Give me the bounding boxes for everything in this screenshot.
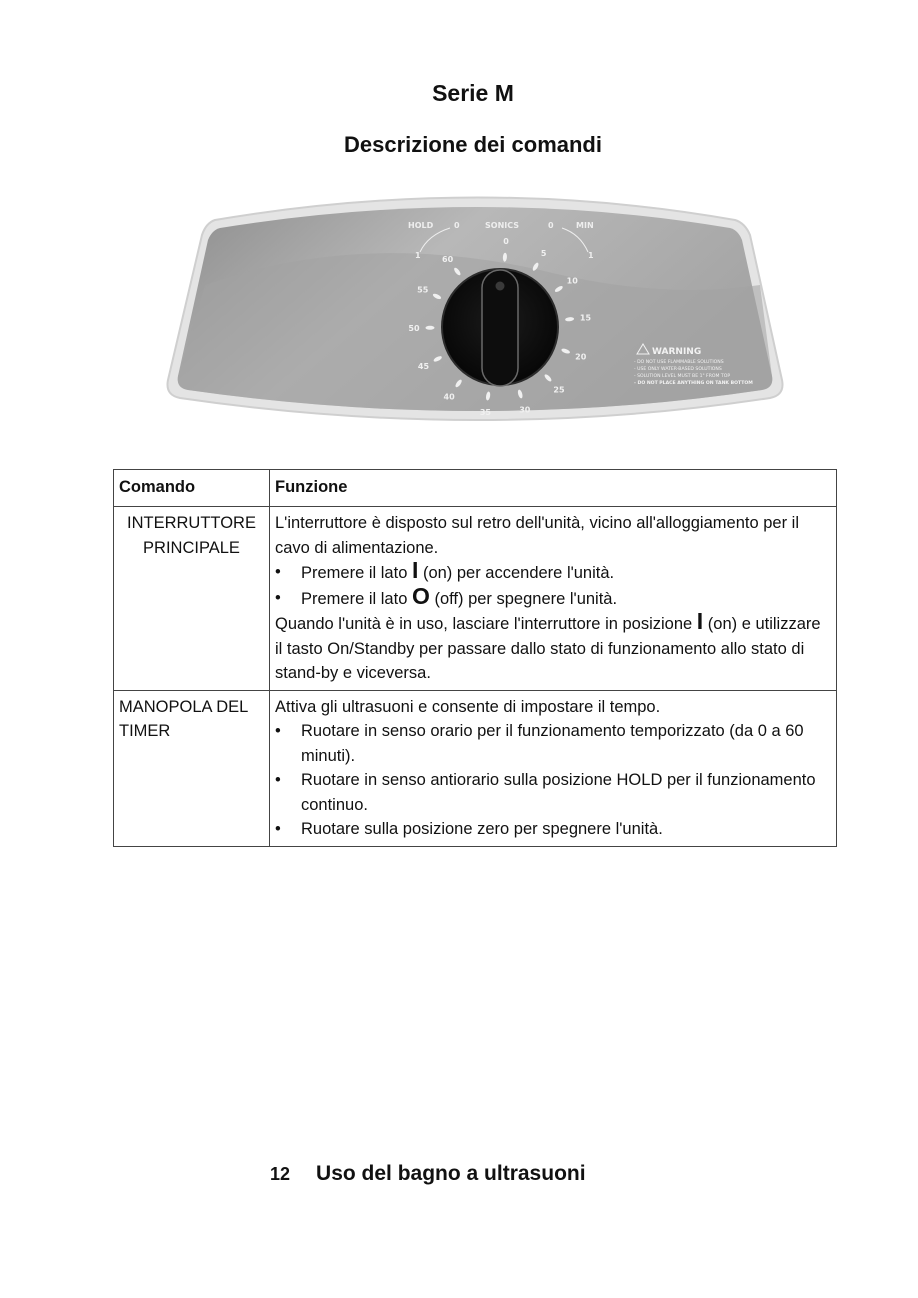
- warning-title: WARNING: [652, 347, 702, 357]
- min-zero-label: 0: [548, 221, 554, 230]
- controls-table: [113, 469, 837, 847]
- warning-line: - DO NOT USE FLAMMABLE SOLUTIONS: [634, 360, 724, 365]
- table-row: [114, 507, 837, 691]
- timer-intro: Attiva gli ultrasuoni e consente di impostare il tempo.: [275, 697, 661, 716]
- main-switch-intro: L'interruttore è disposto sul retro dell'unità, vicino all'alloggiamento per il cavo di alimentazione.: [275, 514, 799, 557]
- command-main-switch: INTERRUTTORE PRINCIPALE: [114, 507, 270, 691]
- dial-number: 40: [443, 392, 455, 402]
- off-symbol: O: [411, 582, 430, 609]
- function-timer-knob: [270, 690, 837, 846]
- on-symbol: I: [411, 557, 419, 583]
- list-item: • Ruotare in senso antiorario sulla posizione HOLD per il funzionamento continuo.: [275, 768, 831, 817]
- dial-number: 25: [553, 385, 565, 395]
- min-label: MIN: [576, 221, 594, 230]
- dial-number: 20: [575, 352, 587, 362]
- timer-knob-indicator: [496, 282, 505, 291]
- control-panel-illustration: [160, 190, 790, 440]
- dial-number: 5: [540, 248, 547, 258]
- timer-bullets: [275, 719, 831, 842]
- dial-number: 60: [442, 254, 454, 264]
- warning-line: - DO NOT PLACE ANYTHING ON TANK BOTTOM: [634, 381, 753, 386]
- dial-number: 15: [579, 313, 592, 323]
- hold-label: HOLD: [408, 221, 434, 230]
- table-header-row: [114, 470, 837, 507]
- on-symbol: I: [696, 608, 704, 634]
- header-command: Comando: [114, 470, 270, 507]
- dial-number: 35: [479, 407, 491, 417]
- dial-number: 10: [566, 276, 578, 286]
- dial-number: 45: [417, 362, 430, 372]
- header-function: Funzione: [270, 470, 837, 507]
- dial-number: 55: [417, 285, 429, 295]
- list-item: • Ruotare sulla posizione zero per spegnere l'unità.: [275, 817, 831, 842]
- list-item: • Ruotare in senso orario per il funzionamento temporizzato (da 0 a 60 minuti).: [275, 719, 831, 768]
- dial-number: 0: [503, 237, 509, 247]
- min-one-label: 1: [588, 251, 594, 260]
- list-item: • Premere il lato I (on) per accendere l'unità.: [275, 560, 831, 586]
- footer-title: Uso del bagno a ultrasuoni: [316, 1162, 586, 1185]
- dial-number: 50: [408, 323, 420, 333]
- hold-zero-label: 0: [454, 221, 460, 230]
- hold-one-label: 1: [415, 251, 421, 260]
- dial-number: 30: [519, 405, 531, 415]
- main-switch-outro: Quando l'unità è in uso, lasciare l'interruttore in posizione I (on) e utilizzare il tasto On/Standby per passare dallo stato di funzionamento allo stato di stand-by e viceversa.: [275, 608, 821, 682]
- main-switch-bullets: [275, 557, 831, 611]
- list-item: • Premere il lato O (off) per spegnere l'unità.: [275, 586, 831, 612]
- section-title: Descrizione dei comandi: [344, 132, 602, 157]
- function-main-switch: [270, 507, 837, 691]
- series-title: Serie M: [432, 80, 514, 106]
- warning-line: - SOLUTION LEVEL MUST BE 1" FROM TOP: [634, 374, 731, 379]
- warning-line: - USE ONLY WATER-BASED SOLUTIONS: [634, 367, 722, 372]
- page-footer: [270, 1162, 586, 1186]
- table-row: [114, 690, 837, 846]
- sonics-label: SONICS: [485, 221, 520, 230]
- page-number: 12: [270, 1164, 291, 1184]
- command-timer-knob: MANOPOLA DEL TIMER: [114, 690, 270, 846]
